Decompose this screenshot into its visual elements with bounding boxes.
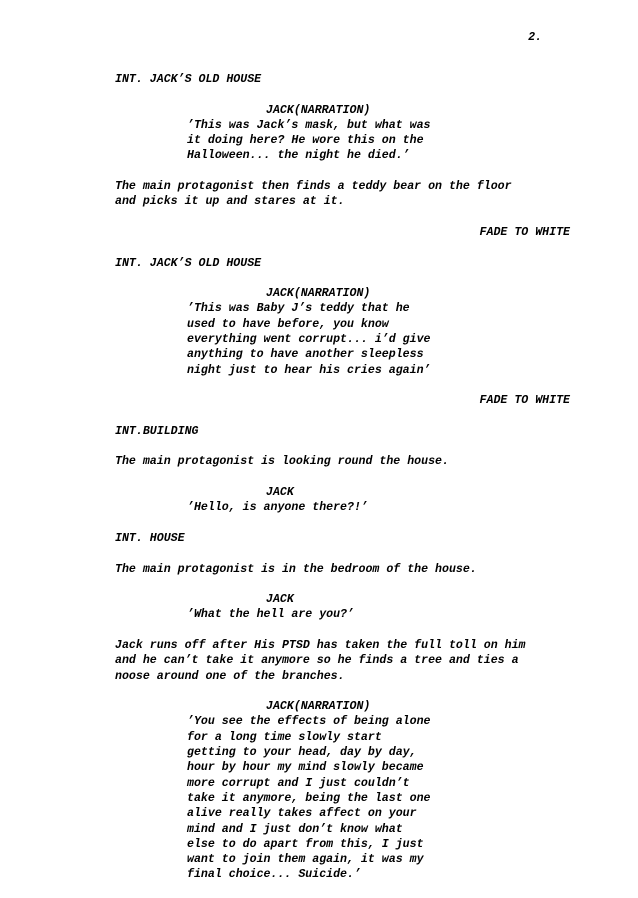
dialogue-line: take it anymore, being the last one bbox=[187, 791, 431, 805]
character-name: JACK bbox=[266, 486, 294, 500]
dialogue-block bbox=[115, 592, 570, 623]
action-line: and he can’t take it anymore so he finds a tree and ties a bbox=[115, 654, 519, 668]
character-name: JACK(NARRATION) bbox=[266, 287, 371, 301]
dialogue-block bbox=[115, 699, 570, 883]
dialogue-line: used to have before, you know bbox=[187, 317, 389, 331]
dialogue-line: night just to hear his cries again’ bbox=[187, 363, 431, 377]
action-text bbox=[115, 179, 570, 210]
transition-text: FADE TO WHITE bbox=[479, 225, 570, 239]
dialogue-line: want to join them again, it was my bbox=[187, 853, 424, 867]
dialogue-block bbox=[115, 485, 570, 516]
dialogue-line: ’Hello, is anyone there?!’ bbox=[187, 501, 368, 515]
character-name: JACK bbox=[266, 593, 294, 607]
dialogue-block bbox=[115, 103, 570, 164]
dialogue-line: final choice... Suicide.’ bbox=[187, 868, 361, 882]
dialogue-line: ’You see the effects of being alone bbox=[187, 715, 431, 729]
scene-heading bbox=[115, 72, 570, 87]
dialogue-line: more corrupt and I just couldn’t bbox=[187, 776, 410, 790]
dialogue-line: getting to your head, day by day, bbox=[187, 746, 417, 760]
script-content bbox=[115, 72, 570, 898]
action-line: The main protagonist is looking round the house. bbox=[115, 455, 449, 469]
action-line: Jack runs off after His PTSD has taken the full toll on him bbox=[115, 638, 526, 652]
dialogue-line: Halloween... the night he died.’ bbox=[187, 149, 410, 163]
scene-heading bbox=[115, 256, 570, 271]
dialogue-line: ’This was Baby J’s teddy that he bbox=[187, 302, 410, 316]
dialogue-line: mind and I just don’t know what bbox=[187, 822, 403, 836]
scene-heading bbox=[115, 424, 570, 439]
dialogue-line: hour by hour my mind slowly became bbox=[187, 761, 424, 775]
transition bbox=[115, 225, 570, 240]
page-number: 2. bbox=[528, 31, 542, 44]
action-line: noose around one of the branches. bbox=[115, 669, 345, 683]
scene-heading-text: INT. JACK’S OLD HOUSE bbox=[115, 73, 262, 86]
dialogue-block bbox=[115, 286, 570, 378]
transition bbox=[115, 393, 570, 408]
dialogue-line: else to do apart from this, I just bbox=[187, 837, 424, 851]
dialogue-line: ’This was Jack’s mask, but what was bbox=[187, 118, 431, 132]
action-text bbox=[115, 562, 570, 577]
scene-heading-text: INT. JACK’S OLD HOUSE bbox=[115, 256, 262, 270]
dialogue-line: everything went corrupt... i’d give bbox=[187, 333, 431, 347]
scene-heading-text: INT. HOUSE bbox=[115, 531, 185, 545]
dialogue-line: alive really takes affect on your bbox=[187, 807, 417, 821]
dialogue-line: ’What the hell are you?’ bbox=[187, 608, 354, 622]
dialogue-line: for a long time slowly start bbox=[187, 730, 382, 744]
character-name: JACK(NARRATION) bbox=[266, 103, 371, 117]
dialogue-line: it doing here? He wore this on the bbox=[187, 134, 424, 148]
action-text bbox=[115, 454, 570, 469]
dialogue-line: anything to have another sleepless bbox=[187, 348, 424, 362]
action-line: The main protagonist is in the bedroom of the house. bbox=[115, 562, 477, 576]
action-line: and picks it up and stares at it. bbox=[115, 195, 345, 209]
character-name: JACK(NARRATION) bbox=[266, 700, 371, 714]
transition-text: FADE TO WHITE bbox=[479, 394, 570, 408]
scene-heading bbox=[115, 531, 570, 546]
scene-heading-text: INT.BUILDING bbox=[115, 424, 199, 438]
action-text bbox=[115, 638, 570, 684]
action-line: The main protagonist then finds a teddy bear on the floor bbox=[115, 180, 512, 194]
